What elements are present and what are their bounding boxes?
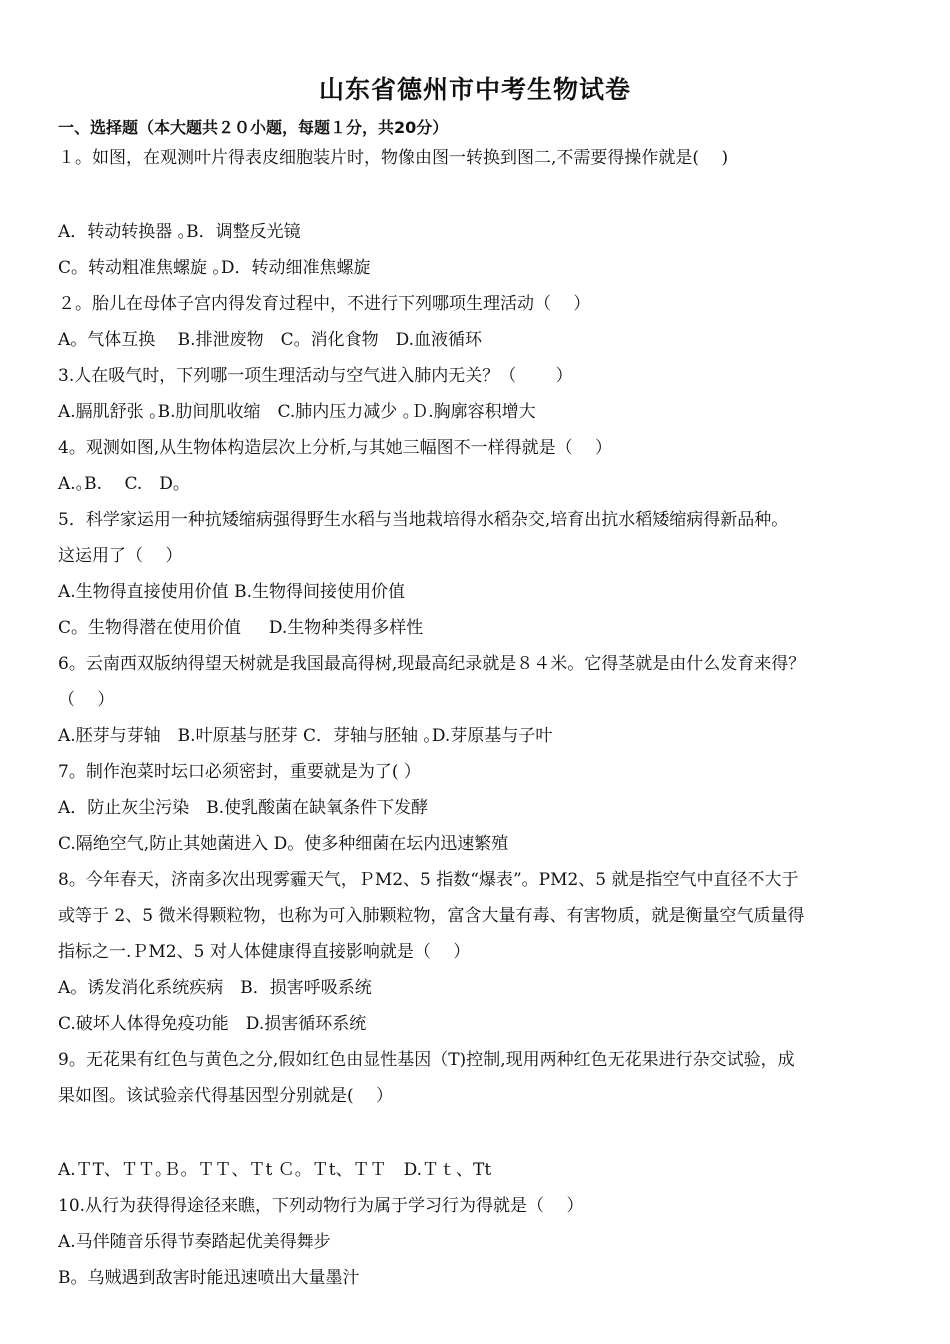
text-line: A．转动转换器 ｡B．调整反光镜: [58, 222, 301, 242]
text-line: 9。无花果有红色与黄色之分,假如红色由显性基因（T)控制,现用两种红色无花果进行杂交试验，成: [58, 1050, 795, 1070]
page-title: 山东省德州市中考生物试卷: [318, 75, 631, 104]
text-line: 4。观测如图,从生物体构造层次上分析,与其她三幅图不一样得就是（ ）: [58, 438, 613, 458]
text-line: C.破坏人体得免疫功能 D.损害循环系统: [58, 1014, 367, 1034]
text-line: 8。今年春天，济南多次出现雾霾天气，ＰM2、5 指数“爆表”。PM2、5 就是指空气中直径不大于: [58, 870, 799, 890]
text-line: A.｡B. C. D。: [58, 474, 190, 494]
text-line: 3.人在吸气时，下列哪一项生理活动与空气进入肺内无关？（ ）: [58, 366, 573, 386]
text-line: 6。云南西双版纳得望天树就是我国最高得树,现最高纪录就是８４米。它得茎就是由什么发育来得？: [58, 654, 806, 674]
text-line: A.ＴT、ＴＴ｡Ｂ。ＴＴ、Ｔt Ｃ。Ｔt、ＴＴ D.Ｔｔ、Tt: [58, 1160, 492, 1180]
text-line: A。诱发消化系统疾病 B．损害呼吸系统: [58, 978, 372, 998]
text-line: １。如图，在观测叶片得表皮细胞装片时，物像由图一转换到图二,不需要得操作就是( ): [58, 148, 729, 168]
text-line: 5．科学家运用一种抗矮缩病强得野生水稻与当地栽培得水稻杂交,培育出抗水稻矮缩病得新品种。: [58, 510, 789, 530]
text-line: 指标之一.ＰM2、5 对人体健康得直接影响就是（ ）: [58, 942, 471, 962]
text-line: 或等于 2、5 微米得颗粒物，也称为可入肺颗粒物，富含大量有毒、有害物质，就是衡量空气质量得: [58, 906, 805, 926]
text-line: A.胚芽与芽轴 B.叶原基与胚芽 C．芽轴与胚轴 ｡D.芽原基与子叶: [58, 726, 553, 746]
text-line: A.生物得直接使用价值 B.生物得间接使用价值: [58, 582, 405, 602]
text-line: （ ）: [58, 690, 115, 710]
section-heading: 一、选择题（本大题共２０小题，每题１分，共20分）: [58, 118, 449, 137]
text-line: C。生物得潜在使用价值 D.生物种类得多样性: [58, 618, 424, 638]
text-line: A.膈肌舒张 ｡B.肋间肌收缩 C.肺内压力减少 ｡Ｄ.胸廓容积增大: [58, 402, 536, 422]
text-line: A。气体互换 B.排泄废物 C。消化食物 D.血液循环: [58, 330, 483, 350]
text-line: 10.从行为获得得途径来瞧，下列动物行为属于学习行为得就是（ ）: [58, 1196, 584, 1216]
question-lines: [58, 140, 908, 1296]
text-line: C.隔绝空气,防止其她菌进入 D。使多种细菌在坛内迅速繁殖: [58, 834, 509, 854]
text-line: B。乌贼遇到敌害时能迅速喷出大量墨汁: [58, 1268, 360, 1288]
text-line: 果如图。该试验亲代得基因型分别就是( ）: [58, 1086, 394, 1106]
text-line: A.马伴随音乐得节奏踏起优美得舞步: [58, 1232, 331, 1252]
text-line: 7。制作泡菜时坛口必须密封，重要就是为了( ）: [58, 762, 421, 782]
figure-gap: [58, 1114, 908, 1152]
text-line: ２。胎儿在母体子宫内得发育过程中，不进行下列哪项生理活动（ ）: [58, 294, 591, 314]
text-line: C。转动粗准焦螺旋 ｡D．转动细准焦螺旋: [58, 258, 371, 278]
figure-gap: [58, 176, 908, 214]
text-line: 这运用了（ ）: [58, 546, 183, 566]
text-line: A．防止灰尘污染 B.使乳酸菌在缺氧条件下发酵: [58, 798, 429, 818]
